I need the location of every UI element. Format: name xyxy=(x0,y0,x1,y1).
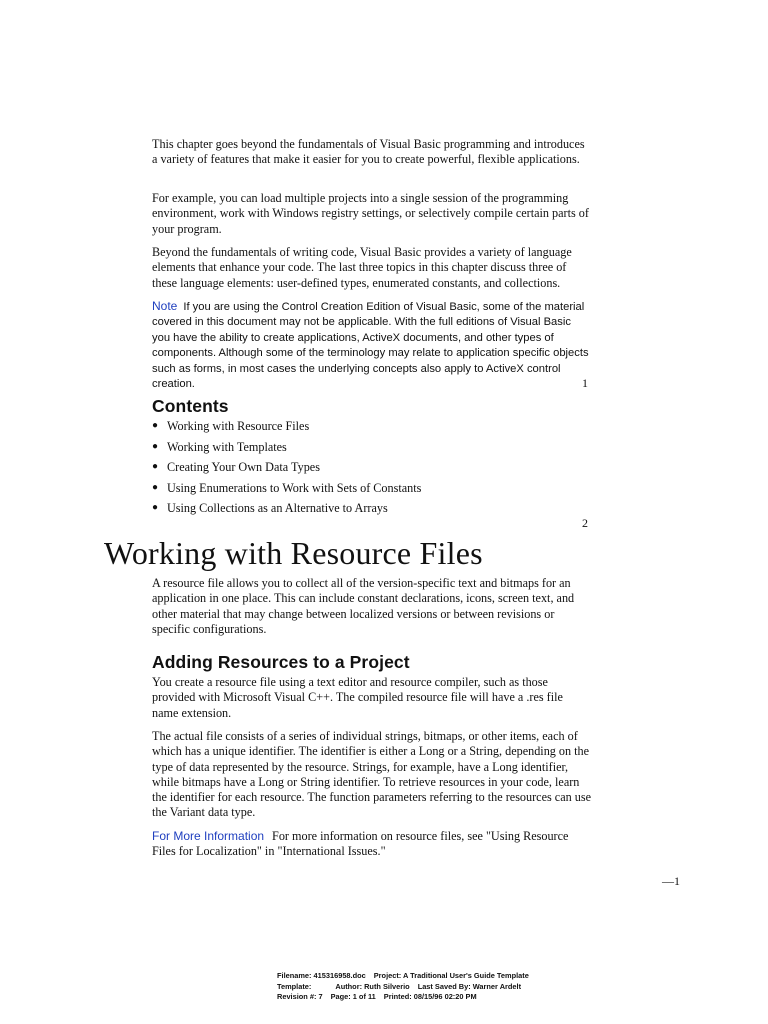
footer-revision: Revision #: 7 xyxy=(277,992,323,1002)
page-marker-1: 1 xyxy=(582,376,588,390)
contents-item[interactable]: ● Working with Resource Files xyxy=(152,419,310,433)
bullet-icon: ● xyxy=(152,481,159,493)
bullet-icon: ● xyxy=(152,461,159,473)
footer-page: Page: 1 of 11 xyxy=(330,992,376,1002)
bullet-icon: ● xyxy=(152,420,159,431)
footer-template: Template: xyxy=(277,981,312,991)
footer-author: Author: Ruth Silverio xyxy=(335,981,410,991)
intro-paragraph-1: This chapter goes beyond the fundamentals of Visual Basic programming and introduces a variety of features that make it easier for you to create powerful, flexible applications. xyxy=(152,137,585,167)
contents-item[interactable]: ● Using Collections as an Alternative to Arrays xyxy=(152,501,388,516)
page-marker-2: 2 xyxy=(582,516,588,530)
section-paragraph-2: You create a resource file using a text editor and resource compiler, such as those provided with Microsoft Visual C++. The compiled resource file will have a .res file name extension. xyxy=(152,675,563,720)
section-paragraph-1: A resource file allows you to collect all of the version-specific text and bitmaps for an application in one place. This can include constant declarations, icons, screen text, and other material that may change between localized versions or between revisions or specific configurations. xyxy=(152,576,575,636)
for-more-information xyxy=(152,829,592,860)
page-footer-number: —1 xyxy=(662,874,680,888)
section-paragraph-3: The actual file consists of a series of individual strings, bitmaps, or other items, each of which has a unique identifier. The identifier is either a Long or a String, depending on the type of data represented by the resource. Strings, for example, have a Long identifier, while bitmaps have a Long or String identifier. To retrieve resources in your code, learn the identifier for each resource. The function parameters referring to the resources can use the Variant data type. xyxy=(152,729,591,820)
contents-item[interactable]: ● Creating Your Own Data Types xyxy=(152,460,320,475)
section-title: Working with Resource Files xyxy=(104,535,483,571)
note-block xyxy=(152,299,592,392)
note-text: If you are using the Control Creation Edition of Visual Basic, some of the material covered in this document may not be applicable. With the full editions of Visual Basic you have the ability to create applications, ActiveX documents, and other types of components. Although some of the terminology may relate to application specific objects such as forms, in most cases the underlying concepts also apply to ActiveX control creation. xyxy=(152,301,589,391)
contents-heading: Contents xyxy=(152,396,229,416)
for-more-information-text: For more information on resource files, see "Using Resource Files for Localization" in "International Issues." xyxy=(152,829,569,859)
bullet-icon: ● xyxy=(152,502,159,514)
intro-paragraph-2: For example, you can load multiple projects into a single session of the programming environment, work with Windows registry settings, or selectively compile certain parts of your program. xyxy=(152,191,589,236)
footer-filename: Filename: 415316958.doc xyxy=(277,971,366,980)
footer-last-saved: Last Saved By: Warner Ardelt xyxy=(417,981,522,991)
intro-paragraph-3: Beyond the fundamentals of writing code, Visual Basic provides a variety of language elements that enhance your code. The last three topics in this chapter discuss three of these language elements: user-defined types, enumerated constants, and collections. xyxy=(152,245,572,290)
footer-printed: Printed: 08/15/96 02:20 PM xyxy=(383,992,477,1002)
document-footer xyxy=(277,971,537,1003)
contents-list xyxy=(152,418,421,521)
note-label: Note xyxy=(152,299,178,313)
subsection-heading: Adding Resources to a Project xyxy=(152,652,410,672)
contents-item[interactable]: ● Using Enumerations to Work with Sets of Constants xyxy=(152,480,422,495)
for-more-information-label: For More Information xyxy=(152,829,265,843)
footer-project: Project: A Traditional User's Guide Template xyxy=(373,971,529,980)
bullet-icon: ● xyxy=(152,440,159,452)
contents-item[interactable]: ● Working with Templates xyxy=(152,439,287,454)
